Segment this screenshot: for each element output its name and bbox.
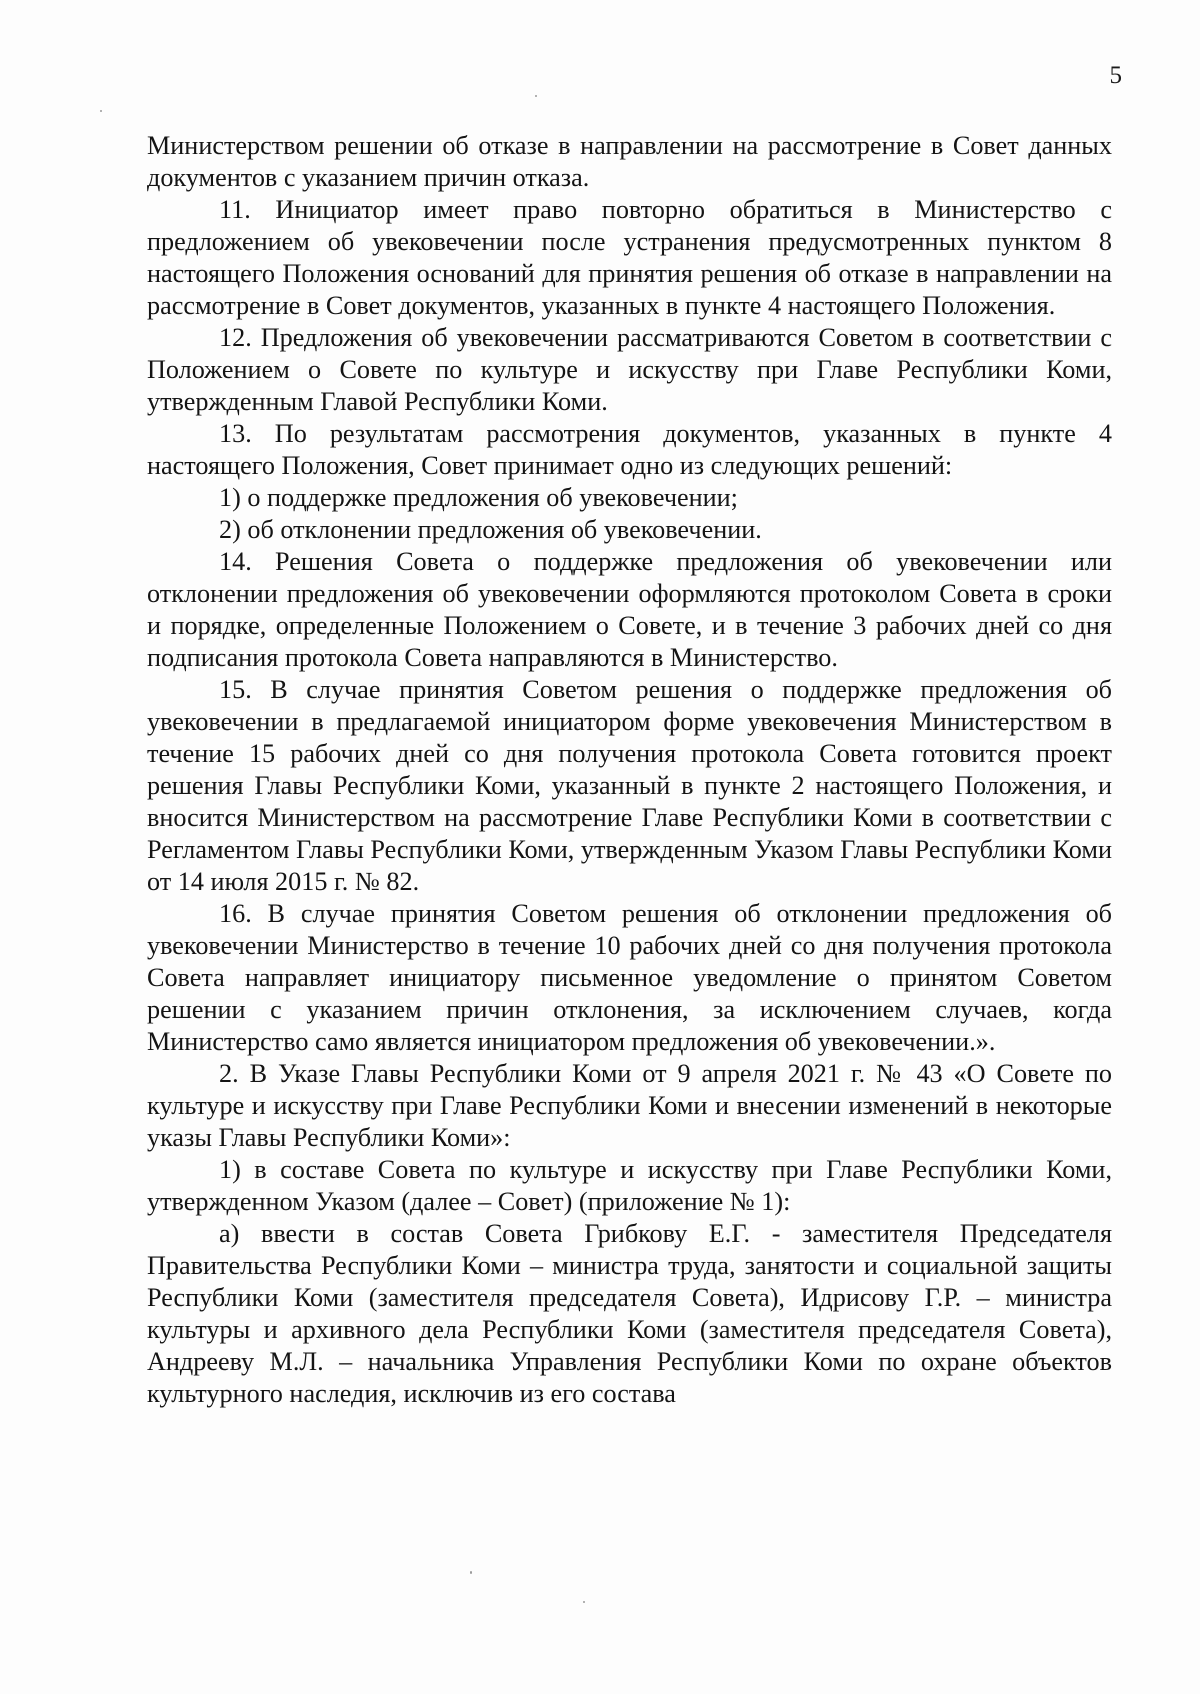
paragraph-section-2-subitem-a: а) ввести в состав Совета Грибкову Е.Г. - заместителя Председателя Правительства Республики Коми – министра труда, занятости и социальной защиты Республики Коми (заместителя председателя Совета), Идрисову Г.Р. – министра культуры и архивного дела Республики Коми (заместителя председателя Совета), Андрееву М.Л. – начальника Управления Республики Коми по охране объектов культурного наследия, исключив из его состава (147, 1219, 1112, 1408)
paragraph-item-13: 13. По результатам рассмотрения документов, указанных в пункте 4 настоящего Положения, Совет принимает одно из следующих решений: (147, 419, 1112, 480)
paragraph-item-15: 15. В случае принятия Советом решения о поддержке предложения об увековечении в предлагаемой инициатором форме увековечения Министерством в течение 15 рабочих дней со дня получения протокола Совета готовится проект решения Главы Республики Коми, указанный в пункте 2 настоящего Положения, и вносится Министерством на рассмотрение Главе Республики Коми в соответствии с Регламентом Главы Республики Коми, утвержденным Указом Главы Республики Коми от 14 июля 2015 г. № 82. (147, 675, 1112, 896)
document-body (147, 130, 1112, 1410)
paragraph-subitem-2: 2) об отклонении предложения об увековечении. (219, 515, 762, 544)
paragraph-item-12: 12. Предложения об увековечении рассматриваются Советом в соответствии с Положением о Совете по культуре и искусству при Главе Республики Коми, утвержденным Главой Республики Коми. (147, 323, 1112, 416)
scan-speck (583, 1601, 585, 1603)
scan-speck (470, 1571, 472, 1574)
scan-speck (100, 110, 102, 112)
paragraph-item-11: 11. Инициатор имеет право повторно обратиться в Министерство с предложением об увековечении после устранения предусмотренных пунктом 8 настоящего Положения оснований для принятия решения об отказе в направлении на рассмотрение в Совет документов, указанных в пункте 4 настоящего Положения. (147, 195, 1112, 320)
paragraph-section-2-subitem-1: 1) в составе Совета по культуре и искусству при Главе Республики Коми, утвержденном Указом (далее – Совет) (приложение № 1): (147, 1155, 1112, 1216)
paragraph-item-16: 16. В случае принятия Советом решения об отклонении предложения об увековечении Министерство в течение 10 рабочих дней со дня получения протокола Совета направляет инициатору письменное уведомление о принятом Советом решении с указанием причин отклонения, за исключением случаев, когда Министерство само является инициатором предложения об увековечении.». (147, 899, 1112, 1056)
paragraph-item-14: 14. Решения Совета о поддержке предложения об увековечении или отклонении предложения об увековечении оформляются протоколом Совета в сроки и порядке, определенные Положением о Совете, и в течение 3 рабочих дней со дня подписания протокола Совета направляются в Министерство. (147, 547, 1112, 672)
paragraph-continuation: Министерством решении об отказе в направлении на рассмотрение в Совет данных документов с указанием причин отказа. (147, 131, 1112, 192)
page-number: 5 (1109, 62, 1122, 89)
paragraph-subitem-1: 1) о поддержке предложения об увековечении; (219, 483, 738, 512)
scan-speck (535, 95, 537, 97)
paragraph-section-2: 2. В Указе Главы Республики Коми от 9 апреля 2021 г. № 43 «О Совете по культуре и искусству при Главе Республики Коми и внесении изменений в некоторые указы Главы Республики Коми»: (147, 1059, 1112, 1152)
